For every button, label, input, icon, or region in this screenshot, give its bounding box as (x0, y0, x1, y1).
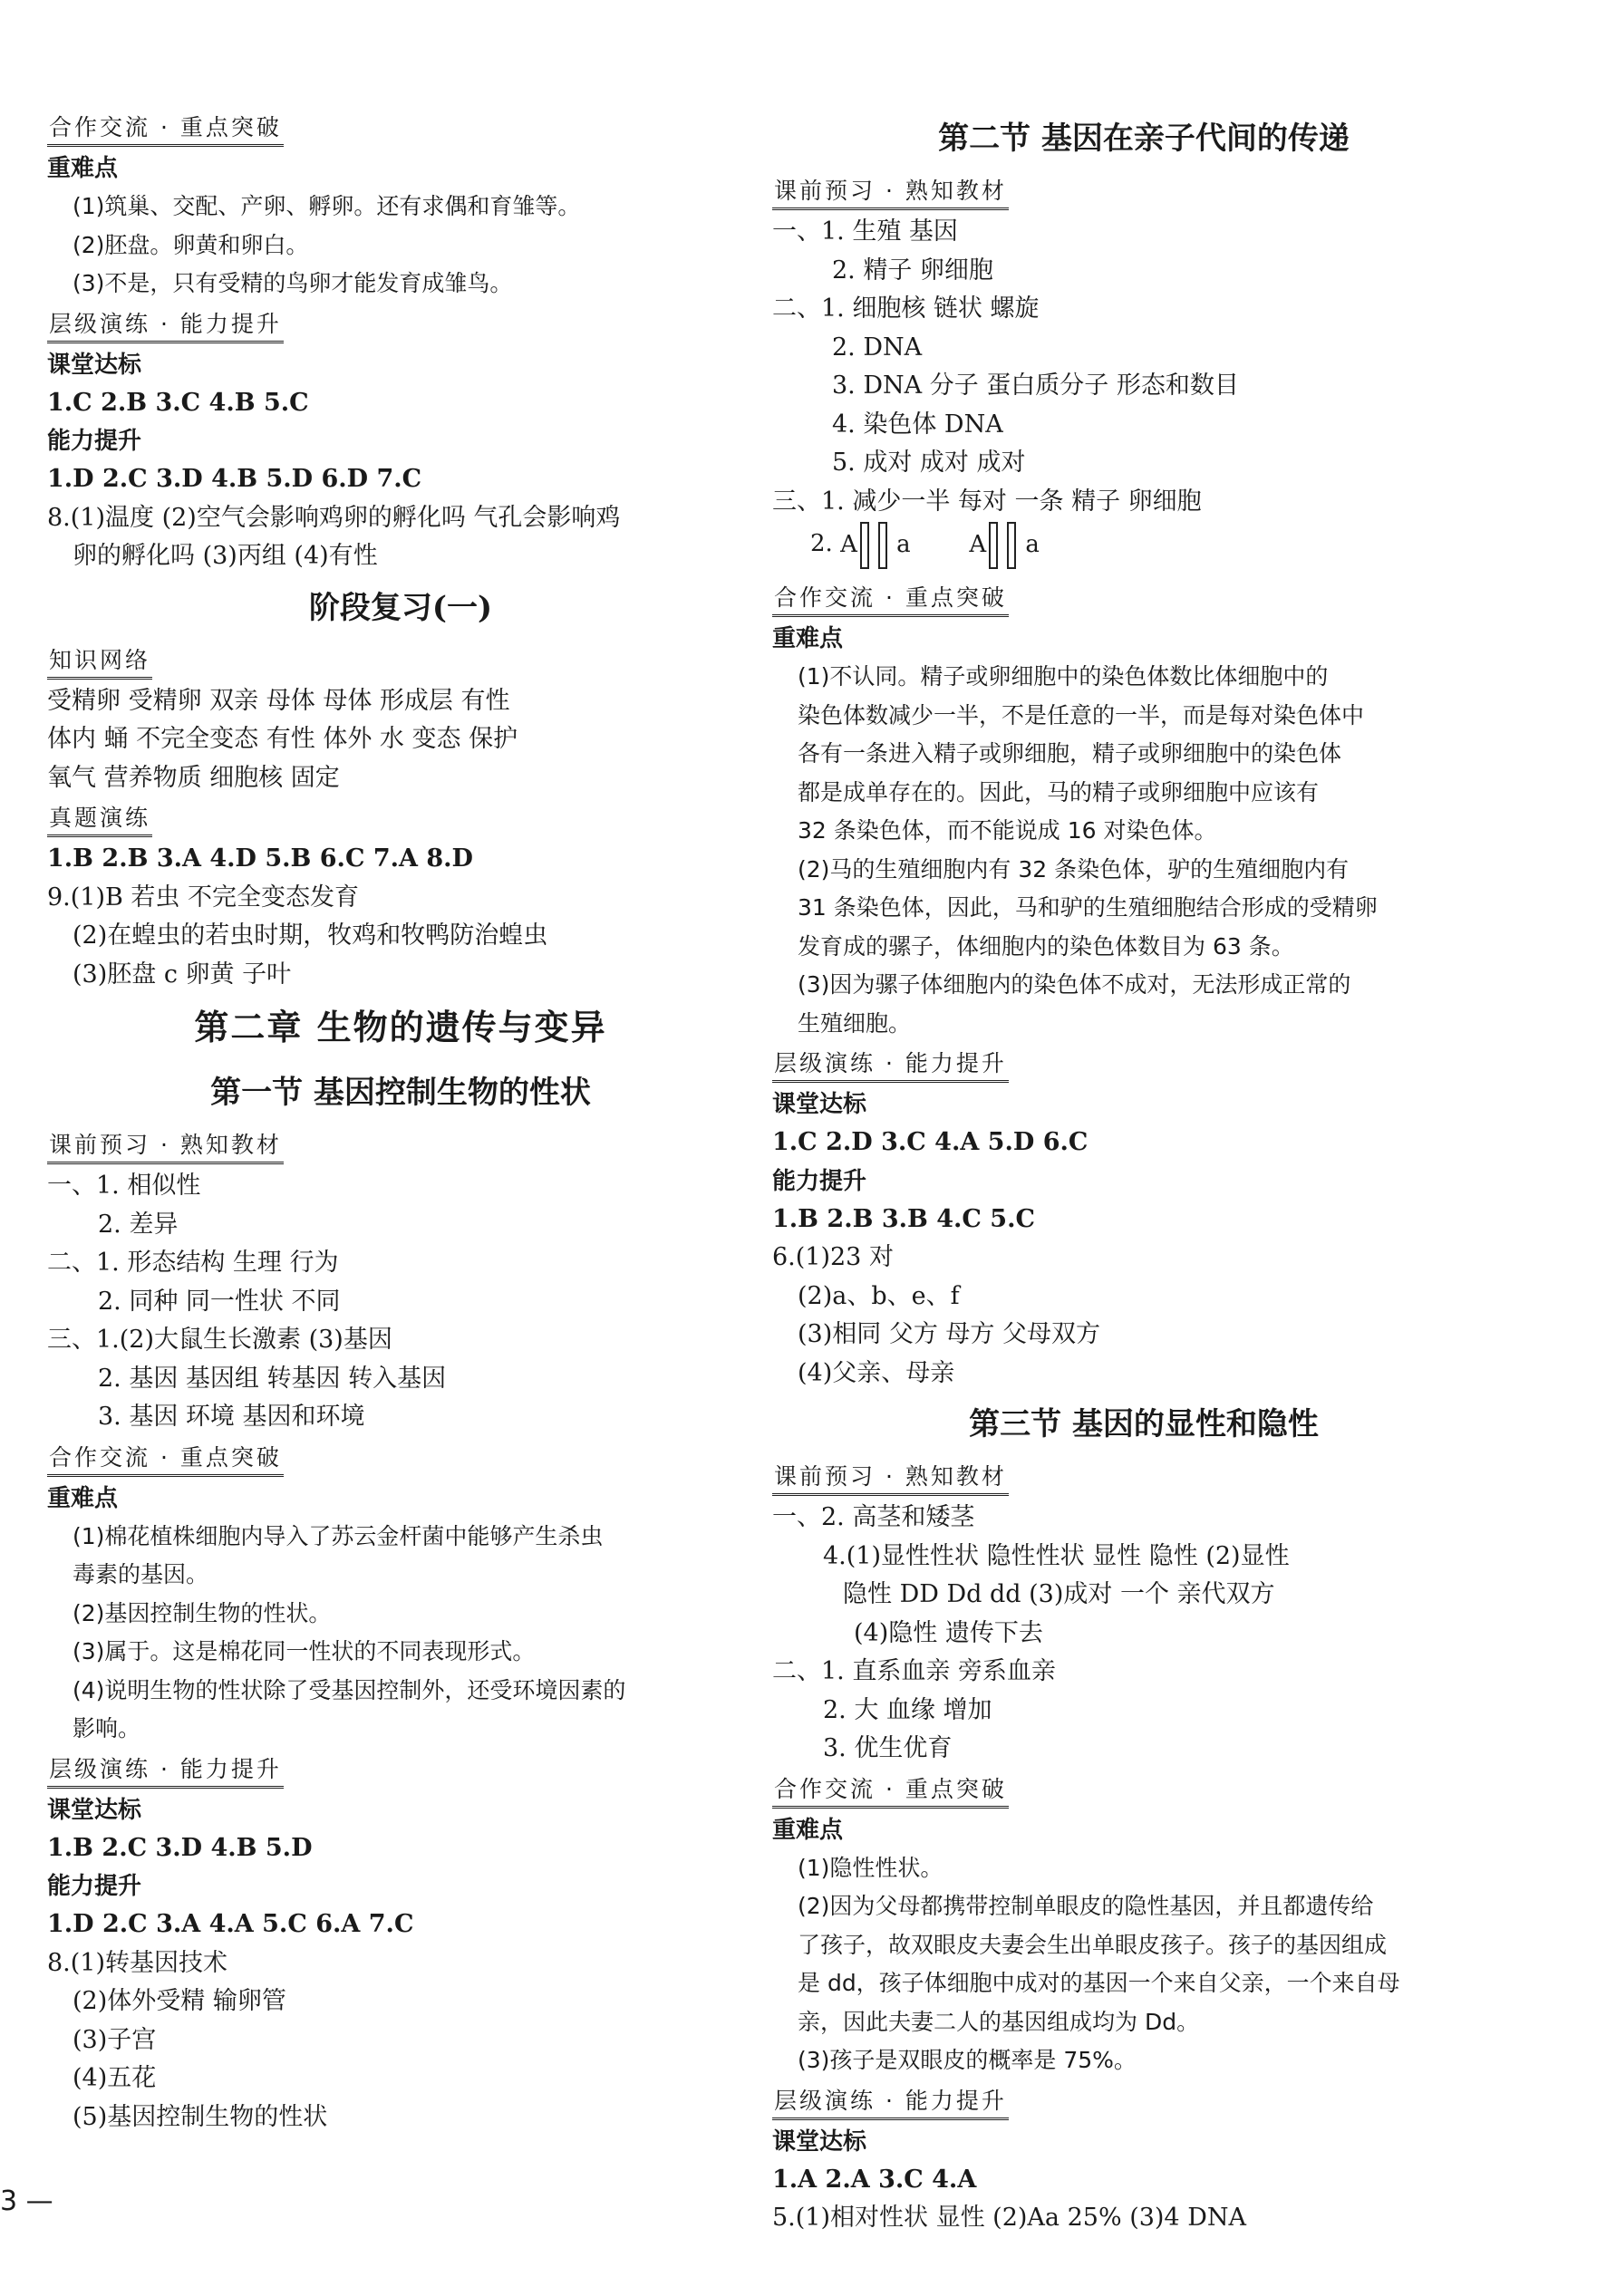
answer-line: 都是成单存在的。因此，马的精子或卵细胞中应该有 (798, 778, 1320, 806)
category-heading: 层级演练 · 能力提升 (47, 309, 284, 343)
answer-line: (3)因为骡子体细胞内的染色体不成对，无法形成正常的 (798, 971, 1351, 998)
answer-line: (2)基因控制生物的性状。 (73, 1599, 332, 1626)
answer-line: 氧气 营养物质 细胞核 固定 (47, 763, 340, 792)
category-heading: 合作交流 · 重点突破 (772, 1774, 1009, 1809)
answer-line: 受精卵 受精卵 双亲 母体 母体 形成层 有性 (47, 686, 510, 715)
answer-key: 1.B 2.C 3.D 4.B 5.D (47, 1833, 313, 1862)
answer-line: 2. 精子 卵细胞 (832, 256, 993, 285)
allele-label-lower: a (896, 531, 911, 558)
answer-key: 1.C 2.D 3.C 4.A 5.D 6.C (772, 1128, 1089, 1156)
answer-line: 一、2. 高茎和矮茎 (772, 1503, 975, 1531)
answer-line: (3)孩子是双眼皮的概率是 75%。 (798, 2047, 1137, 2073)
answer-line: 2. 基因 基因组 转基因 转入基因 (98, 1364, 447, 1393)
answer-line: 2. 差异 (98, 1210, 179, 1239)
left-column (47, 107, 754, 2137)
answer-line: 染色体数减少一半，不是任意的一半，而是每对染色体中 (798, 701, 1365, 728)
subheading: 能力提升 (772, 1167, 867, 1195)
answer-line: 亲，因此夫妻二人的基因组成均为 Dd。 (798, 2008, 1200, 2035)
subheading: 重难点 (772, 625, 844, 652)
answer-line: (4)五花 (73, 2064, 157, 2092)
page-number: 3 — (0, 2185, 53, 2217)
answer-line: 5. 成对 成对 成对 (832, 449, 1026, 477)
answer-line: 二、1. 细胞核 链状 螺旋 (772, 294, 1040, 323)
allele-label-lower: a (1025, 531, 1040, 558)
answer-line: 4. 染色体 DNA (832, 410, 1003, 439)
subheading: 课堂达标 (47, 1796, 142, 1824)
answer-line: 3. DNA 分子 蛋白质分子 形态和数目 (832, 371, 1239, 400)
answer-line: 二、1. 直系血亲 旁系血亲 (772, 1657, 1056, 1685)
answer-line: 31 条染色体，因此，马和驴的生殖细胞结合形成的受精卵 (798, 894, 1378, 921)
answer-line: 8.(1)转基因技术 (47, 1948, 228, 1977)
answer-line: (4)隐性 遗传下去 (854, 1618, 1043, 1647)
answer-line: 是 dd，孩子体细胞中成对的基因一个来自父亲，一个来自母 (798, 1970, 1400, 1996)
answer-line: (2)马的生殖细胞内有 32 条染色体，驴的生殖细胞内有 (798, 855, 1350, 883)
answer-line: (1)隐性性状。 (798, 1854, 943, 1881)
answer-line: 2. 同种 同一性状 不同 (98, 1287, 341, 1316)
answer-line: (3)子宫 (73, 2025, 157, 2054)
answer-line: 了孩子，故双眼皮夫妻会生出单眼皮孩子。孩子的基因组成 (798, 1931, 1388, 1958)
category-heading: 层级演练 · 能力提升 (772, 1048, 1009, 1083)
answer-line: (2)在蝗虫的若虫时期，牧鸡和牧鸭防治蝗虫 (73, 921, 548, 950)
answer-key: 1.B 2.B 3.B 4.C 5.C (772, 1204, 1035, 1233)
answer-line: 生殖细胞。 (798, 1009, 912, 1037)
answer-key: 1.D 2.C 3.D 4.B 5.D 6.D 7.C (47, 465, 422, 493)
section-title: 第三节 基因的显性和隐性 (969, 1406, 1319, 1442)
answer-key: 1.D 2.C 3.A 4.A 5.C 6.A 7.C (47, 1910, 414, 1938)
section-title: 第二节 基因在亲子代间的传递 (938, 121, 1350, 157)
section-title: 第一节 基因控制生物的性状 (210, 1075, 591, 1111)
chromosome-pair-1 (840, 522, 940, 567)
chromosome-bar (989, 522, 998, 569)
answer-line: (1)棉花植株细胞内导入了苏云金杆菌中能够产生杀虫 (73, 1522, 604, 1549)
subheading: 能力提升 (47, 1873, 142, 1900)
answer-line: 发育成的骡子，体细胞内的染色体数目为 63 条。 (798, 932, 1294, 960)
subheading: 课堂达标 (47, 351, 142, 379)
answer-line: 32 条染色体，而不能说成 16 对染色体。 (798, 817, 1217, 844)
category-heading: 合作交流 · 重点突破 (772, 583, 1009, 617)
answer-line: 8.(1)温度 (2)空气会影响鸡卵的孵化吗 气孔会影响鸡 (47, 503, 621, 532)
subheading: 重难点 (47, 1484, 119, 1512)
diagram-number: 2. (810, 530, 833, 557)
allele-label-upper: A (969, 531, 987, 558)
subheading: 重难点 (47, 155, 119, 182)
answer-line: 毒素的基因。 (73, 1561, 209, 1587)
answer-line: (3)胚盘 c 卵黄 子叶 (73, 960, 292, 989)
answer-line: (2)胚盘。卵黄和卵白。 (73, 231, 309, 258)
category-heading: 课前预习 · 熟知教材 (772, 176, 1009, 210)
category-heading: 课前预习 · 熟知教材 (47, 1130, 284, 1164)
answer-line: (4)说明生物的性状除了受基因控制外，还受环境因素的 (73, 1676, 626, 1703)
category-heading: 知识网络 (47, 645, 152, 680)
right-column (772, 107, 1515, 2238)
answer-line: 5.(1)相对性状 显性 (2)Aa 25% (3)4 DNA (772, 2204, 1246, 2232)
answer-line: (3)不是，只有受精的鸟卵才能发育成雏鸟。 (73, 270, 513, 296)
chromosome-diagram (772, 521, 1515, 577)
answer-line: 隐性 DD Dd dd (3)成对 一个 亲代双方 (843, 1580, 1275, 1608)
answer-line: 三、1.(2)大鼠生长激素 (3)基因 (47, 1326, 392, 1354)
answer-line: (2)a、b、e、f (798, 1281, 960, 1310)
answer-line: (2)体外受精 输卵管 (73, 1987, 286, 2015)
answer-line: (1)不认同。精子或卵细胞中的染色体数比体细胞中的 (798, 663, 1329, 690)
answer-line: (1)筑巢、交配、产卵、孵卵。还有求偶和育雏等。 (73, 193, 581, 219)
stage-review-title: 阶段复习(一) (308, 589, 493, 626)
answer-line: 2. 大 血缘 增加 (823, 1695, 992, 1724)
answer-line: 4.(1)显性性状 隐性性状 显性 隐性 (2)显性 (823, 1541, 1290, 1570)
answer-line: (3)属于。这是棉花同一性状的不同表现形式。 (73, 1638, 536, 1664)
category-heading: 课前预习 · 熟知教材 (772, 1462, 1009, 1496)
answer-line: 9.(1)B 若虫 不完全变态发育 (47, 883, 360, 912)
answer-line: 二、1. 形态结构 生理 行为 (47, 1249, 339, 1277)
subheading: 重难点 (772, 1816, 844, 1844)
answer-key: 1.A 2.A 3.C 4.A (772, 2165, 977, 2194)
category-heading: 真题演练 (47, 803, 152, 837)
chromosome-bar (860, 522, 869, 569)
allele-label-upper: A (840, 531, 857, 558)
subheading: 课堂达标 (772, 1091, 867, 1118)
answer-line: (2)因为父母都携带控制单眼皮的隐性基因，并且都遗传给 (798, 1893, 1374, 1919)
answer-line: (5)基因控制生物的性状 (73, 2102, 328, 2131)
chromosome-pair-2 (969, 522, 1069, 567)
answer-key: 1.C 2.B 3.C 4.B 5.C (47, 388, 309, 417)
answer-line: 3. 基因 环境 基因和环境 (98, 1403, 365, 1431)
answer-line: 各有一条进入精子或卵细胞，精子或卵细胞中的染色体 (798, 740, 1342, 767)
answer-line: 一、1. 相似性 (47, 1172, 201, 1200)
answer-line: 影响。 (73, 1715, 141, 1741)
answer-line: (4)父亲、母亲 (798, 1358, 955, 1387)
category-heading: 层级演练 · 能力提升 (47, 1754, 284, 1789)
answer-line: 三、1. 减少一半 每对 一条 精子 卵细胞 (772, 487, 1202, 516)
subheading: 课堂达标 (772, 2127, 867, 2156)
answer-line: 体内 蛹 不完全变态 有性 体外 水 变态 保护 (47, 725, 518, 753)
answer-key: 1.B 2.B 3.A 4.D 5.B 6.C 7.A 8.D (47, 844, 473, 873)
answer-line: 3. 优生优育 (823, 1734, 953, 1762)
chromosome-bar (1007, 522, 1016, 569)
category-heading: 合作交流 · 重点突破 (47, 1442, 284, 1477)
answer-line: (3)相同 父方 母方 父母双方 (798, 1320, 1100, 1348)
subheading: 能力提升 (47, 428, 142, 455)
chromosome-bar (878, 522, 887, 569)
answer-line: 卵的孵化吗 (3)丙组 (4)有性 (73, 542, 378, 570)
answer-line: 一、1. 生殖 基因 (772, 217, 958, 246)
category-heading: 合作交流 · 重点突破 (47, 112, 284, 147)
answer-line: 6.(1)23 对 (772, 1243, 894, 1271)
category-heading: 层级演练 · 能力提升 (772, 2086, 1009, 2120)
answer-line: 2. DNA (832, 333, 923, 362)
chapter-title: 第二章 生物的遗传与变异 (194, 1007, 607, 1047)
